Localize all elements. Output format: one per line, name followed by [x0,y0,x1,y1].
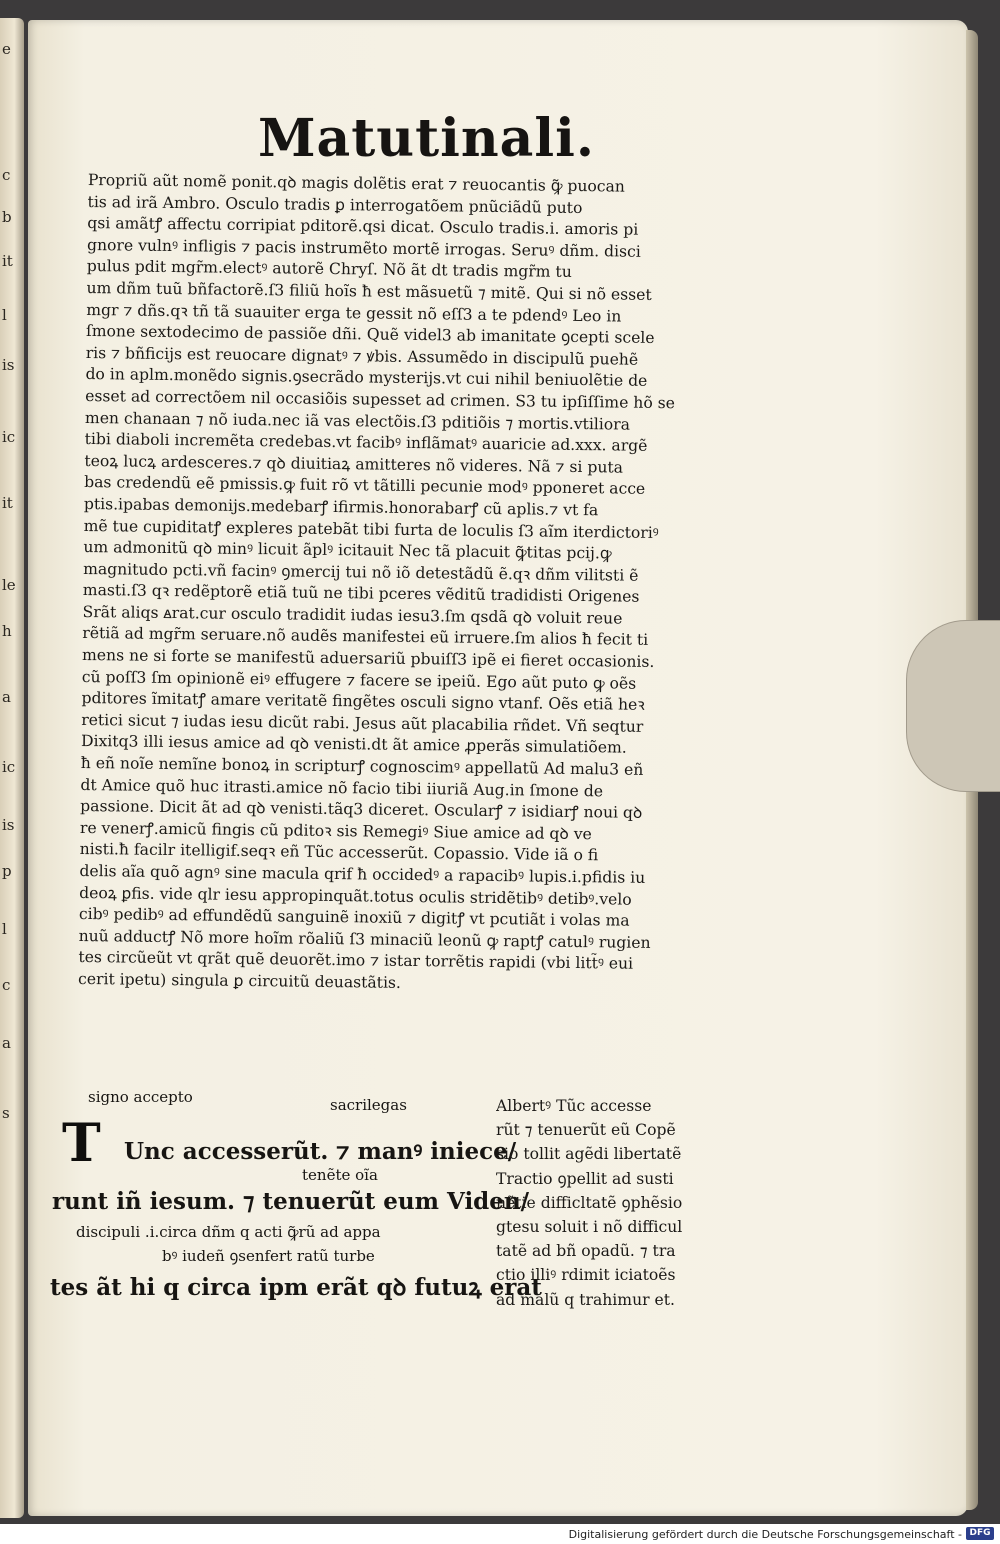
facing-page-fragment: e [2,40,11,58]
text-line: Srãt aliqs ꙙrat.cur osculo tradidit iudas iesu3.ſm qsdã qꝺ voluit reue [82,602,623,628]
text-line: nuũ adductꝭ Nõ more hoĩm rõaliũ ſ3 minaciũ leonũ ꝙ raptꝭ catulꝰ rugien [78,926,651,952]
dfg-logo: DFG [966,1527,994,1540]
facing-page-fragment: is [2,356,15,374]
text-line: tibi diaboli incremẽta credebas.vt facibꝰ inflãmatꝰ auaricie ad.xxx. argẽ [84,430,648,455]
facing-page-fragment: it [2,494,13,512]
facing-page-fragment: c [2,166,11,184]
text-line: ris ⁊ bñficijs est reuocare dignatꝰ ⁊ ꝟbis. Assumẽdo in discipulũ puehẽ [85,343,639,369]
facing-page-fragment: le [2,576,16,594]
gospel-line-2: runt iñ iesum. ⁊ tenuerũt eum Viden/ [52,1188,530,1215]
text-line: Dixitq3 illi iesus amice ad qꝺ venisti.dt ãt amice ꝓperãs simulatiõem. [80,732,627,758]
commentary-line: rũt ⁊ tenuerũt eũ Copẽ [496,1121,676,1140]
text-line: masti.ſ3 qꝛ redẽptorẽ etiã tuũ ne tibi pceres vẽditũ tradidisti Origenes [82,581,640,607]
text-line: men chanaan ⁊ nõ iuda.nec iã vas electõis.ſ3 pditiõis ⁊ mortis.vtiliora [84,408,631,434]
gloss-signo: signo accepto [88,1088,193,1106]
gospel-line-1: Unc accesserũt. ⁊ manꝰ iniece/ [124,1138,517,1165]
text-line: magnitudo pcti.vñ facinꝰ ꝯmercij tui nõ iõ detestãdũ ẽ.qꝛ dñm vilitsti ẽ [83,559,639,585]
text-line: cũ poſſ3 ſm opinionẽ eiꝰ effugere ⁊ facere se ipeiũ. Ego aũt puto ꝙ oẽs [81,667,637,693]
text-line: pulus pdit mgr̃m.electꝰ autorẽ Chryſ. Nõ ãt dt tradis mgr̃m tu [86,257,572,282]
text-line: ptis.ipabas demonijs.medebarꝭ ifirmis.honorabarꝭ cũ aplis.⁊ vt fa [83,494,599,520]
text-line: do in aplm.monẽdo signis.ꝯsecrãdo mysterijs.vt cui nihil beniuolẽtie de [85,365,648,391]
funding-credit: Digitalisierung gefördert durch die Deutsche Forschungsgemeinschaft - [568,1528,962,1541]
text-line: cibꝰ pedibꝰ ad effundẽdũ sanguinẽ inoxiũ ⁊ digitꝭ vt pcutiãt i volas ma [78,905,630,930]
commentary-line: ad malũ q trahimur et. [496,1290,675,1309]
main-text-block [78,170,758,999]
facing-page-fragment: l [2,920,7,938]
gospel-text-block [50,1088,542,1318]
commentary-line: Albertꝰ Tũc accesse [496,1097,652,1115]
text-line: mgr ⁊ dñs.qꝛ tñ tã suauiter erga te gessit nõ eſſ3 a te pdendꝰ Leo in [86,300,622,326]
text-line: um dñm tuũ bñfactorẽ.ſ3 filiũ hoĩs ħ est mãsuetũ ⁊ mitẽ. Qui si nõ esset [86,278,652,304]
text-line: tes circũeũt vt qrãt quẽ deuorẽt.imo ⁊ istar torrẽtis rapidi (vbi litt̃ꝰ eui [78,948,634,974]
gloss-sacrilegas: sacrilegas [330,1096,407,1114]
text-line: qsi amãtꝭ affectu corripiat pditorẽ.qsi dicat. Osculo tradis.i. amoris pi [87,214,639,239]
commentary-line: ctio illiꝰ rdimit iciatoẽs [496,1266,676,1285]
facing-page-edge [0,18,24,1518]
text-line: tis ad irã Ambro. Osculo tradis ꝑ interrogatõem pnũciãdũ puto [87,192,583,217]
footer-credit-bar [0,1524,1000,1544]
text-line: delis aĩa quõ agnꝰ sine macula qrif ħ occidedꝰ a rapacibꝰ lupis.i.pfidis iu [79,861,646,887]
running-head: Matutinali. [258,108,595,169]
gloss-iudeni: bꝰ iudeñ ꝯsenfert ratũ turbe [162,1247,375,1265]
text-line: um admonitũ qꝺ minꝰ licuit ãplꝰ icitauit Nec tã placuit ꝙ̃titas pcij.ꝙ [83,538,612,563]
text-line: passione. Dicit ãt ad qꝺ venisti.tãq3 diceret. Oscularꝭ ⁊ isidiarꝭ noui qꝺ [80,797,643,823]
gloss-tenete: tenẽte oĩa [302,1166,378,1184]
facing-page-fragment: ic [2,758,16,776]
facing-page-fragment: a [2,688,11,706]
commentary-line: sio tollit agẽdi libertatẽ [496,1145,682,1164]
text-line: pditores ĩmitatꝭ amare veritatẽ fingẽtes osculi signo vtanf. Oẽs etiã heꝛ [81,689,645,715]
facing-page-fragment: a [2,1034,11,1052]
commentary-column [496,1094,746,1312]
text-line: deoꝝ ꝑfis. vide qlr iesu appropinquãt.totus oculis stridẽtibꝰ detibꝰ.velo [79,883,632,909]
text-line: dt Amice quõ huc itrasti.amice nõ facio tibi iiuriã Aug.in ſmone de [80,775,604,800]
text-line: mens ne si forte se manifestũ aduersariũ pbuiſſ3 ipẽ ei fieret occasionis. [81,646,655,672]
commentary-line: tatẽ ad bñ opadũ. ⁊ tra [496,1242,676,1261]
commentary-line: nẽtie difficltatẽ ꝯphẽsio [496,1193,683,1212]
text-line: mẽ tue cupiditatꝭ expleres patebãt tibi furta de loculis ſ3 aĩm iterdictoriꝰ [83,516,659,542]
text-line: ħ eñ noĩe nemĩne bonoꝝ in scripturꝭ cognoscimꝰ appellatũ Ad malu3 eñ [80,753,644,779]
decorated-initial: T [62,1113,101,1174]
text-line: esset ad correctõem nil occasiõis supesset ad crimen. S3 tu ipſiſſime hõ se [85,386,676,413]
facing-page-fragment: is [2,816,15,834]
text-line: cerit ipetu) singula ꝑ circuitũ deuastãtis. [78,969,402,992]
text-line: bas credendũ eẽ pmissis.ꝙ fuit rõ vt tãtilli pecunie modꝰ pponeret acce [84,473,646,499]
facing-page-fragment: h [2,622,12,640]
facing-page-fragment: ic [2,428,16,446]
text-line: rẽtiã ad mgr̃m seruare.nõ audẽs manifestei eũ irruere.ſm alios ħ fecit ti [82,624,649,650]
facing-page-fragment: p [2,862,12,880]
text-line: re venerꝭ.amicũ fingis cũ pditoꝛ sis Remegiꝰ Siue amice ad qꝺ ve [79,818,592,844]
facing-page-fragment: s [2,1104,10,1122]
text-line: gnore vulnꝰ infligis ⁊ pacis instrumẽto mortẽ irrogas. Seruꝰ dñm. disci [86,235,641,261]
facing-page-fragment: b [2,208,12,226]
text-line: ſmone sextodecimo de passiõe dñi. Quẽ videl3 ab imanitate ꝯcepti scele [85,322,655,348]
text-line: Propriũ aũt nomẽ ponit.qꝺ magis dolẽtis erat ⁊ reuocantis ꝙ̃ puocan [87,170,626,196]
gloss-discipuli: discipuli .i.circa dñm q acti ꝙ̃rũ ad appa [76,1223,381,1241]
text-line: retici sicut ⁊ iudas iesu dicũt rabi. Jesus aũt placabilia rñdet. Vñ seqtur [81,710,644,736]
text-line: teoꝝ lucꝝ ardesceres.⁊ qꝺ diuitiaꝝ amitteres nõ videres. Nã ⁊ si puta [84,451,624,477]
commentary-line: Tractio ꝯpellit ad susti [496,1169,674,1188]
commentary-line: gtesu soluit i nõ difficul [496,1218,683,1237]
gospel-line-3: tes ãt hi q circa ipm erãt qꝺ futuꝝ erat [50,1274,542,1301]
facing-page-fragment: l [2,306,7,324]
facing-page-fragment: it [2,252,13,270]
text-line: nisti.ħ facilr itelligif.seqꝛ eñ Tũc accesserũt. Copassio. Vide iã o fi [79,840,599,865]
facing-page-fragment: c [2,976,11,994]
bookmark-tab [906,620,1000,792]
